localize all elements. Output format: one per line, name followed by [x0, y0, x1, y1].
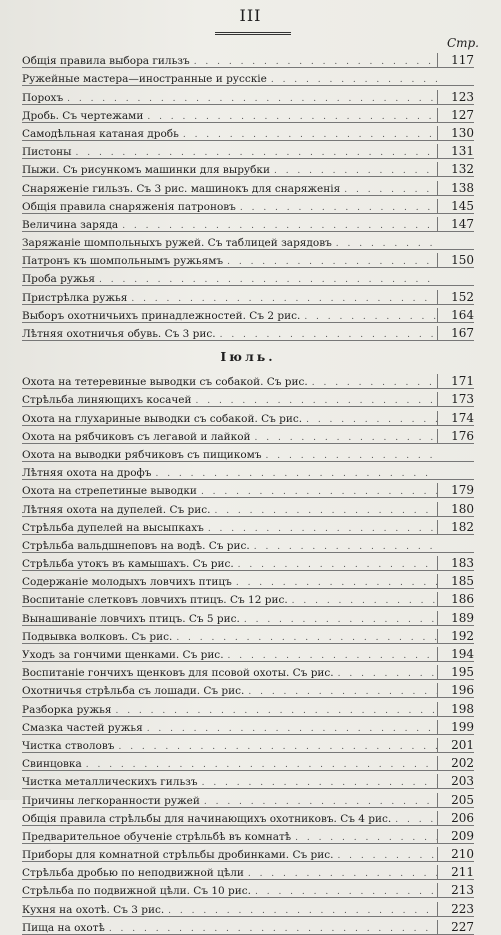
toc-entry-title: Смазка частей ружья	[22, 721, 143, 734]
dot-leader	[306, 415, 437, 425]
toc-entry	[22, 698, 474, 716]
dot-leader	[292, 596, 437, 606]
toc-entry-page: 227	[437, 920, 474, 934]
toc-entry-page: 123	[437, 90, 474, 104]
toc-entry-page: 195	[437, 665, 474, 679]
dot-leader	[176, 633, 437, 643]
dot-leader	[194, 57, 437, 67]
toc-entry-page: 117	[437, 53, 474, 67]
toc-entry	[22, 371, 474, 389]
toc-entry-page: 223	[437, 902, 474, 916]
toc-entry	[22, 844, 474, 862]
toc-entry-title: Кухня на охотѣ. Съ 3 рис.	[22, 903, 165, 916]
toc-entry-title: Охота на выводки рябчиковъ съ пищикомъ	[22, 448, 262, 461]
dot-leader	[238, 560, 437, 570]
toc-entry-title: Стрѣльба утокъ въ камышахъ. Съ рис.	[22, 558, 234, 571]
toc-entry	[22, 323, 474, 341]
toc-entry-title: Ружейные мастера—иностранные и русскіе	[22, 73, 267, 86]
toc-entry	[22, 535, 474, 553]
toc-entry-page: 176	[437, 429, 474, 443]
toc-entry-title: Охота на стрепетиные выводки	[22, 485, 197, 498]
toc-entry	[22, 177, 474, 195]
toc-entry	[22, 389, 474, 407]
toc-entry-page: 199	[437, 720, 474, 734]
dot-leader	[196, 396, 437, 406]
dot-leader	[236, 578, 437, 588]
dot-leader	[304, 312, 437, 322]
toc-entry-page: 192	[437, 629, 474, 643]
dot-leader	[201, 487, 437, 497]
toc-entry	[22, 880, 474, 898]
dot-leader	[248, 687, 437, 697]
toc-entry-page: 210	[437, 847, 474, 861]
toc-entry	[22, 607, 474, 625]
toc-entry-title: Снаряженіе гильзъ. Съ 3 рис. машинокъ для снаряженія	[22, 182, 341, 195]
header-rule	[215, 32, 291, 35]
toc-entry	[22, 498, 474, 516]
dot-leader	[147, 724, 437, 734]
dot-leader	[244, 615, 437, 625]
dot-leader	[395, 815, 437, 825]
toc-entry-page: 189	[437, 611, 474, 625]
dot-leader	[295, 833, 437, 843]
toc-entry-page: 147	[437, 217, 474, 231]
toc-entry-title: Выборъ охотничьихъ принадлежностей. Съ 2 рис.	[22, 309, 301, 322]
toc-entry-title: Стрѣльба дупелей на высыпкахъ	[22, 521, 204, 534]
dot-leader	[202, 778, 437, 788]
toc-entry-page: 211	[437, 865, 474, 879]
toc-entry-title: Лѣтняя охота на дрофъ	[22, 467, 152, 480]
toc-entry-page: 186	[437, 592, 474, 606]
dot-leader	[336, 239, 437, 249]
dot-leader	[168, 906, 437, 916]
dot-leader	[312, 378, 437, 388]
toc-entry-title: Стрѣльба дробью по неподвижной цѣли	[22, 867, 244, 880]
toc-entry	[22, 680, 474, 698]
toc-entry	[22, 662, 474, 680]
toc-entry-title: Охота на глухариные выводки съ собакой. Съ рис.	[22, 412, 303, 425]
dot-leader	[227, 257, 437, 267]
toc-entry	[22, 753, 474, 771]
toc-entry-page: 185	[437, 574, 474, 588]
toc-entry-title: Воспитаніе гончихъ щенковъ для псовой охоты. Съ рис.	[22, 667, 334, 680]
toc-entry-title: Самодѣльная катаная дробь	[22, 127, 179, 140]
toc-entry-page: 152	[437, 290, 474, 304]
toc-entry-page: 201	[437, 738, 474, 752]
toc-entry-title: Воспитаніе слетковъ ловчихъ птицъ. Съ 12 рис.	[22, 594, 288, 607]
toc-entry-title: Пыжи. Съ рисункомъ машинки для вырубки	[22, 164, 270, 177]
dot-leader	[344, 185, 437, 195]
toc-entry-title: Пристрѣлка ружья	[22, 291, 128, 304]
toc-entry-title: Содержаніе молодыхъ ловчихъ птицъ	[22, 576, 232, 589]
toc-entry-title: Причины легкоранности ружей	[22, 794, 200, 807]
toc-entry-title: Охота на рябчиковъ съ легавой и лайкой	[22, 430, 251, 443]
toc-entry-page: 198	[437, 702, 474, 716]
dot-leader	[228, 651, 437, 661]
toc-entry	[22, 517, 474, 535]
toc-entry-page: 130	[437, 126, 474, 140]
dot-leader	[86, 760, 437, 770]
toc-entry-page: 138	[437, 181, 474, 195]
toc-entry	[22, 286, 474, 304]
toc-entry-title: Подвывка волковъ. Съ рис.	[22, 630, 173, 643]
toc-entry-title: Проба ружья	[22, 273, 96, 286]
toc-entry-page: 180	[437, 502, 474, 516]
toc-entry	[22, 196, 474, 214]
toc-entry-page: 206	[437, 811, 474, 825]
toc-entry	[22, 214, 474, 232]
toc-entry-title: Дробь. Съ чертежами	[22, 109, 144, 122]
toc-entry-page: 203	[437, 774, 474, 788]
dot-leader	[255, 433, 437, 443]
dot-leader	[76, 148, 437, 158]
dot-leader	[109, 924, 437, 934]
page-number: III	[239, 6, 262, 25]
dot-leader	[147, 112, 437, 122]
dot-leader	[122, 221, 437, 231]
toc-entry	[22, 771, 474, 789]
toc-entry	[22, 305, 474, 323]
toc-entry-page: 171	[437, 374, 474, 388]
toc-entry-title: Вынашиваніе ловчихъ птицъ. Съ 5 рис.	[22, 612, 240, 625]
toc-entry-page: 183	[437, 556, 474, 570]
toc-entry-title: Приборы для комнатной стрѣльбы дробинками. Съ рис.	[22, 849, 334, 862]
toc-entry-title: Лѣтняя охота на дупелей. Съ рис.	[22, 503, 211, 516]
toc-entry-page: 179	[437, 483, 474, 497]
toc-entry-page: 127	[437, 108, 474, 122]
toc-entry	[22, 250, 474, 268]
dot-leader	[248, 869, 437, 879]
toc-entry	[22, 86, 474, 104]
toc-entry	[22, 644, 474, 662]
toc-entry-title: Стрѣльба вальдшнеповъ на водѣ. Съ рис.	[22, 539, 250, 552]
toc-entry	[22, 105, 474, 123]
toc-entry-page: 182	[437, 520, 474, 534]
toc-entry-title: Общія правила стрѣльбы для начинающихъ охотниковъ. Съ 4 рис.	[22, 812, 392, 825]
toc-entry-title: Заряжаніе шомпольныхъ ружей. Съ таблицей зарядовъ	[22, 237, 332, 250]
toc-entry	[22, 735, 474, 753]
dot-leader	[115, 706, 437, 716]
dot-leader	[67, 94, 437, 104]
toc-entry-title: Свинцовка	[22, 758, 82, 771]
toc-entry	[22, 159, 474, 177]
toc-entry-title: Пища на охотѣ	[22, 921, 105, 934]
toc-entry-title: Уходъ за гончими щенками. Съ рис.	[22, 649, 224, 661]
dot-leader	[118, 742, 437, 752]
toc-entry-title: Общія правила снаряженія патроновъ	[22, 200, 236, 213]
toc-entry-page: 173	[437, 392, 474, 406]
toc-entry-page: 167	[437, 326, 474, 340]
dot-leader	[204, 797, 437, 807]
toc-entry	[22, 426, 474, 444]
toc-entry-page: 202	[437, 756, 474, 770]
toc-list-top	[22, 50, 474, 341]
toc-entry-title: Чистка стволовъ	[22, 739, 115, 752]
toc-entry-title: Патронъ къ шомпольнымъ ружьямъ	[22, 255, 224, 268]
toc-entry-title: Величина заряда	[22, 218, 119, 231]
toc-entry-page: 150	[437, 253, 474, 267]
dot-leader	[214, 506, 437, 516]
toc-entry-page: 213	[437, 883, 474, 897]
toc-entry	[22, 141, 474, 159]
section-heading-july: Іюль.	[220, 348, 276, 364]
toc-entry-title: Охотничья стрѣльба съ лошади. Съ рис.	[22, 685, 245, 698]
toc-entry	[22, 123, 474, 141]
dot-leader	[338, 669, 437, 679]
toc-entry-title: Предварительное обученіе стрѣльбѣ въ комнатѣ	[22, 830, 292, 843]
toc-entry-page: 196	[437, 683, 474, 697]
toc-entry	[22, 571, 474, 589]
dot-leader	[254, 542, 437, 552]
toc-entry-title: Пистоны	[22, 146, 72, 159]
dot-leader	[240, 203, 437, 213]
page-column-header: Стр.	[446, 36, 479, 50]
toc-entry-title: Стрѣльба по подвижной цѣли. Съ 10 рис.	[22, 885, 251, 898]
toc-entry	[22, 232, 474, 250]
toc-entry-page: 174	[437, 411, 474, 425]
dot-leader	[337, 851, 437, 861]
toc-entry	[22, 862, 474, 880]
toc-entry-title: Общія правила выбора гильзъ	[22, 55, 190, 68]
toc-entry-title: Чистка металлическихъ гильзъ	[22, 776, 198, 789]
toc-entry-title: Охота на тетеревиные выводки съ собакой. Съ рис.	[22, 376, 308, 389]
dot-leader	[131, 294, 437, 304]
toc-entry	[22, 553, 474, 571]
toc-entry	[22, 898, 474, 916]
toc-entry-page: 164	[437, 308, 474, 322]
dot-leader	[271, 75, 437, 85]
dot-leader	[266, 451, 437, 461]
toc-entry	[22, 826, 474, 844]
toc-entry	[22, 626, 474, 644]
dot-leader	[274, 166, 437, 176]
toc-entry	[22, 462, 474, 480]
dot-leader	[220, 330, 437, 340]
dot-leader	[155, 469, 437, 479]
toc-entry-page: 194	[437, 647, 474, 661]
toc-entry	[22, 50, 474, 68]
toc-entry-page: 145	[437, 199, 474, 213]
toc-entry-page: 205	[437, 793, 474, 807]
toc-entry	[22, 917, 474, 935]
toc-entry	[22, 68, 474, 86]
toc-entry-title: Порохъ	[22, 91, 64, 104]
toc-entry	[22, 789, 474, 807]
dot-leader	[255, 887, 437, 897]
toc-entry	[22, 268, 474, 286]
dot-leader	[208, 524, 437, 534]
toc-entry	[22, 717, 474, 735]
dot-leader	[183, 130, 437, 140]
toc-entry	[22, 589, 474, 607]
toc-list-july	[22, 371, 474, 935]
toc-entry-page: 132	[437, 162, 474, 176]
toc-entry-title: Лѣтняя охотничья обувь. Съ 3 рис.	[22, 328, 216, 340]
table-of-contents	[22, 50, 474, 935]
toc-entry	[22, 407, 474, 425]
toc-entry	[22, 808, 474, 826]
toc-entry-title: Стрѣльба линяющихъ косачей	[22, 394, 192, 407]
toc-entry	[22, 480, 474, 498]
toc-entry-page: 131	[437, 144, 474, 158]
dot-leader	[99, 275, 437, 285]
toc-entry-page: 209	[437, 829, 474, 843]
toc-entry-title: Разборка ружья	[22, 703, 112, 716]
toc-entry	[22, 444, 474, 462]
